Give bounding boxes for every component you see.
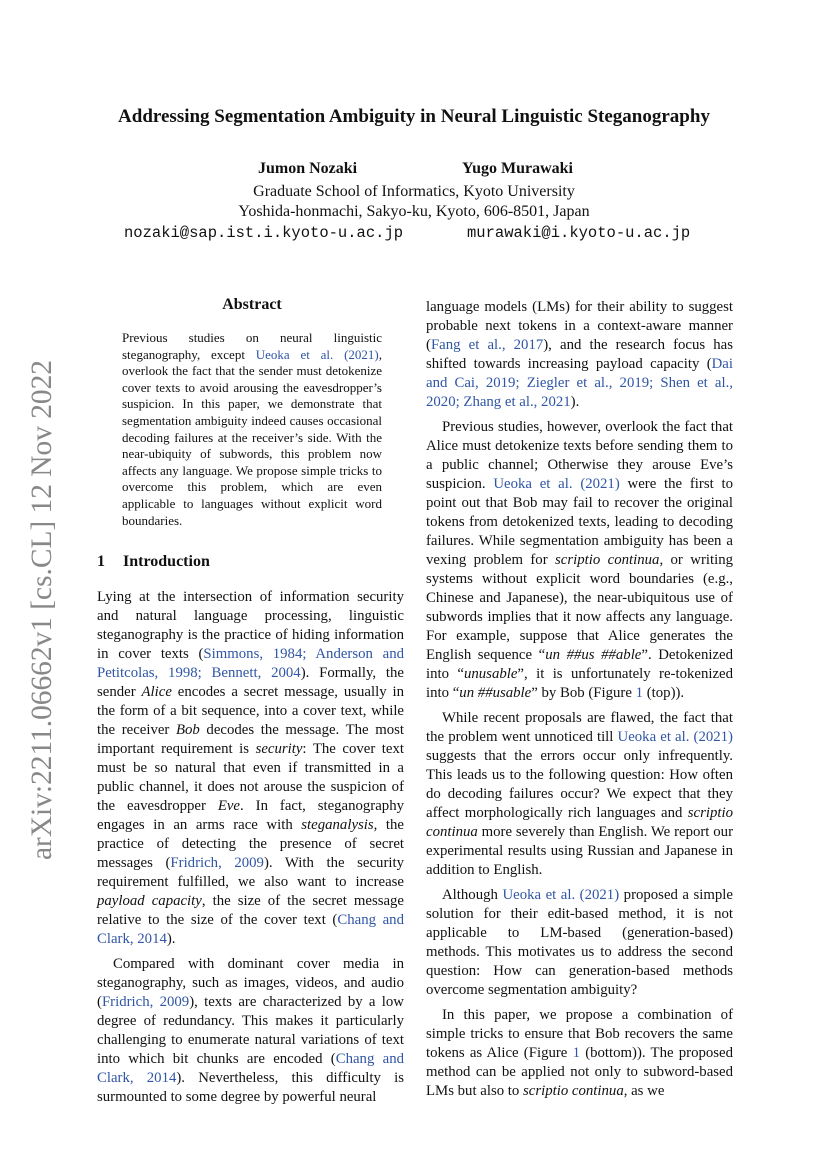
token-sequence: un ##usable xyxy=(459,685,532,701)
author-names xyxy=(0,160,828,182)
text: encodes a secret message, usually in the form of a bit sequence, into a cover text, while the receiver xyxy=(97,684,404,738)
left-column xyxy=(97,588,404,1113)
figure-reference-link[interactable]: 1 xyxy=(635,685,644,701)
detokenized-word: unusable xyxy=(463,666,518,682)
text: ). xyxy=(570,394,580,410)
text: , the size of the secret message relative to the size of the cover text ( xyxy=(97,893,404,928)
text: Previous studies, however, overlook the fact that Alice must detokenize texts before sending them to a public channel; Otherwise they arouse Eve’s suspicion. xyxy=(426,419,733,492)
citation-link[interactable]: Fang et al., 2017 xyxy=(430,337,544,353)
token-sequence: un ##us ##able xyxy=(545,647,642,663)
text: ), and the research focus has shifted towards increasing payload capacity ( xyxy=(426,337,733,372)
citation-link[interactable]: Ueoka et al. (2021) xyxy=(493,476,620,492)
paragraph xyxy=(426,886,733,1000)
text: ). Formally, the sender xyxy=(97,665,404,700)
text: ). With the security requirement fulfilled, we also want to increase xyxy=(97,855,404,890)
term-security: security xyxy=(255,741,303,757)
text: In this paper, we propose a combination of simple tricks to ensure that Bob recovers the same tokens as Alice (Figure xyxy=(426,1007,733,1061)
term-alice: Alice xyxy=(141,684,172,700)
text: , or writing systems without explicit word boundaries (e.g., Chinese and Japanese), the near-ubiquitous use of subwords implies that it now affects any language. For example, suppose that Alice generates the English sequence “ xyxy=(426,552,734,663)
abstract-heading: Abstract xyxy=(222,296,282,313)
figure-reference-link[interactable]: 1 xyxy=(572,1045,580,1061)
paragraph xyxy=(426,1006,733,1101)
text: language models (LMs) for their ability to suggest probable next tokens in a context-aware manner ( xyxy=(426,299,733,353)
text: Compared with dominant cover media in steganography, such as images, videos, and audio ( xyxy=(97,956,404,1010)
text: ). xyxy=(166,931,176,947)
text: decodes the message. The most important requirement is xyxy=(97,722,404,757)
term-bob: Bob xyxy=(175,722,200,738)
author-emails xyxy=(0,224,828,246)
term-eve: Eve xyxy=(217,798,241,814)
arxiv-identifier-text: arXiv:2211.06662v1 [cs.CL] 12 Nov 2022 xyxy=(25,360,58,860)
term-scriptio-continua: scriptio continua xyxy=(426,805,733,840)
abstract-text-part: Previous studies on neural linguistic steganography, except xyxy=(122,330,382,362)
text: were the first to point out that Bob may fail to recover the original tokens from detokenized texts, leading to decoding failures. While segmentation ambiguity has been a vexing problem for xyxy=(426,476,733,568)
text: , the practice of detecting the presence of secret messages ( xyxy=(97,817,404,871)
citation-link[interactable]: Ueoka et al. (2021) xyxy=(502,887,620,903)
citation-link[interactable]: Chang and Clark, 2014 xyxy=(97,912,404,947)
abstract-text xyxy=(122,330,382,529)
citation-link[interactable]: Chang and Clark, 2014 xyxy=(97,1051,404,1086)
text: : The cover text must be so natural that even if transmitted in a public channel, it does not arouse the suspicion of the eavesdropper xyxy=(97,741,404,814)
paragraph xyxy=(97,588,404,949)
affiliation: Graduate School of Informatics, Kyoto University xyxy=(253,183,575,200)
term-payload-capacity: payload capacity xyxy=(97,893,202,909)
abstract-text-part: , overlook the fact that the sender must detokenize cover texts to avoid arousing the eavesdropper’s suspicion. In this paper, we demonstrate that segmentation ambiguity indeed causes occasional decoding failures at the receiver’s side. With the near-ubiquity of subwords, this problem now affects any language. We propose simple tricks to overcome this problem, which are even applicable to languages without explicit word boundaries. xyxy=(122,346,383,528)
author-block xyxy=(0,160,828,246)
text: more severely than English. We report our experimental results using Russian and Japanese in addition to English. xyxy=(426,824,733,878)
text: (top)). xyxy=(643,685,685,701)
citation-link[interactable]: Ueoka et al. (2021) xyxy=(255,346,379,362)
author-name-2: Yugo Murawaki xyxy=(462,160,573,177)
text: proposed a simple solution for their edit-based method, it is not applicable to LM-based (generation-based) methods. This motivates us to address the second question: How can generation-based methods overcome segmentation ambiguity? xyxy=(426,887,733,998)
text: suggests that the errors occur only infrequently. This leads us to the following question: How often do decoding failures occur? We expect that they affect morphologically rich languages and xyxy=(426,748,733,821)
text: While recent proposals are flawed, the fact that the problem went unnoticed till xyxy=(426,710,733,745)
arxiv-identifier-stamp xyxy=(23,360,59,860)
paragraph xyxy=(426,298,733,412)
citation-link[interactable]: Ueoka et al. (2021) xyxy=(617,729,733,745)
paragraph xyxy=(97,955,404,1107)
term-steganalysis: steganalysis xyxy=(301,817,374,833)
citation-link[interactable]: Simmons, 1984; Anderson and Petitcolas, 1998; Bennett, 2004 xyxy=(97,646,404,681)
term-scriptio-continua: scriptio continua xyxy=(523,1083,624,1099)
term-scriptio-continua: scriptio continua xyxy=(555,552,660,568)
text: , as we xyxy=(623,1083,665,1099)
text: ). Nevertheless, this difficulty is surmounted to some degree by powerful neural xyxy=(97,1070,404,1105)
text: ”. Detokenized into “ xyxy=(426,647,734,682)
address: Yoshida-honmachi, Sakyo-ku, Kyoto, 606-8501, Japan xyxy=(238,203,590,220)
text: . In fact, steganography engages in an arms race with xyxy=(97,798,404,833)
author-name-1: Jumon Nozaki xyxy=(258,160,358,177)
text: ” by Bob (Figure xyxy=(531,685,636,701)
paragraph xyxy=(426,709,733,880)
section-number: 1 xyxy=(97,553,105,570)
author-email-2: murawaki@i.kyoto-u.ac.jp xyxy=(467,224,691,242)
section-heading xyxy=(97,553,210,571)
citation-link[interactable]: Dai and Cai, 2019; Ziegler et al., 2019; Shen et al., 2020; Zhang et al., 2021 xyxy=(426,356,733,410)
author-email-1: nozaki@sap.ist.i.kyoto-u.ac.jp xyxy=(124,224,404,242)
right-column xyxy=(426,298,733,1107)
paragraph xyxy=(426,418,733,703)
text: (bottom)). The proposed method can be applied not only to subword-based LMs but also to xyxy=(426,1045,733,1099)
text: ), texts are characterized by a low degree of redundancy. This makes it particularly challenging to enumerate natural variations of text into which bit chunks are encoded ( xyxy=(97,994,404,1067)
section-title: Introduction xyxy=(123,553,210,570)
citation-link[interactable]: Fridrich, 2009 xyxy=(101,994,190,1010)
citation-link[interactable]: Fridrich, 2009 xyxy=(170,855,264,871)
text: Lying at the intersection of information security and natural language processing, linguistic steganography is the practice of hiding information in cover texts ( xyxy=(97,589,404,662)
text: ”, it is unfortunately re-tokenized into “ xyxy=(426,666,733,701)
paper-title: Addressing Segmentation Ambiguity in Neural Linguistic Steganography xyxy=(118,106,710,127)
text: Although xyxy=(442,887,503,903)
